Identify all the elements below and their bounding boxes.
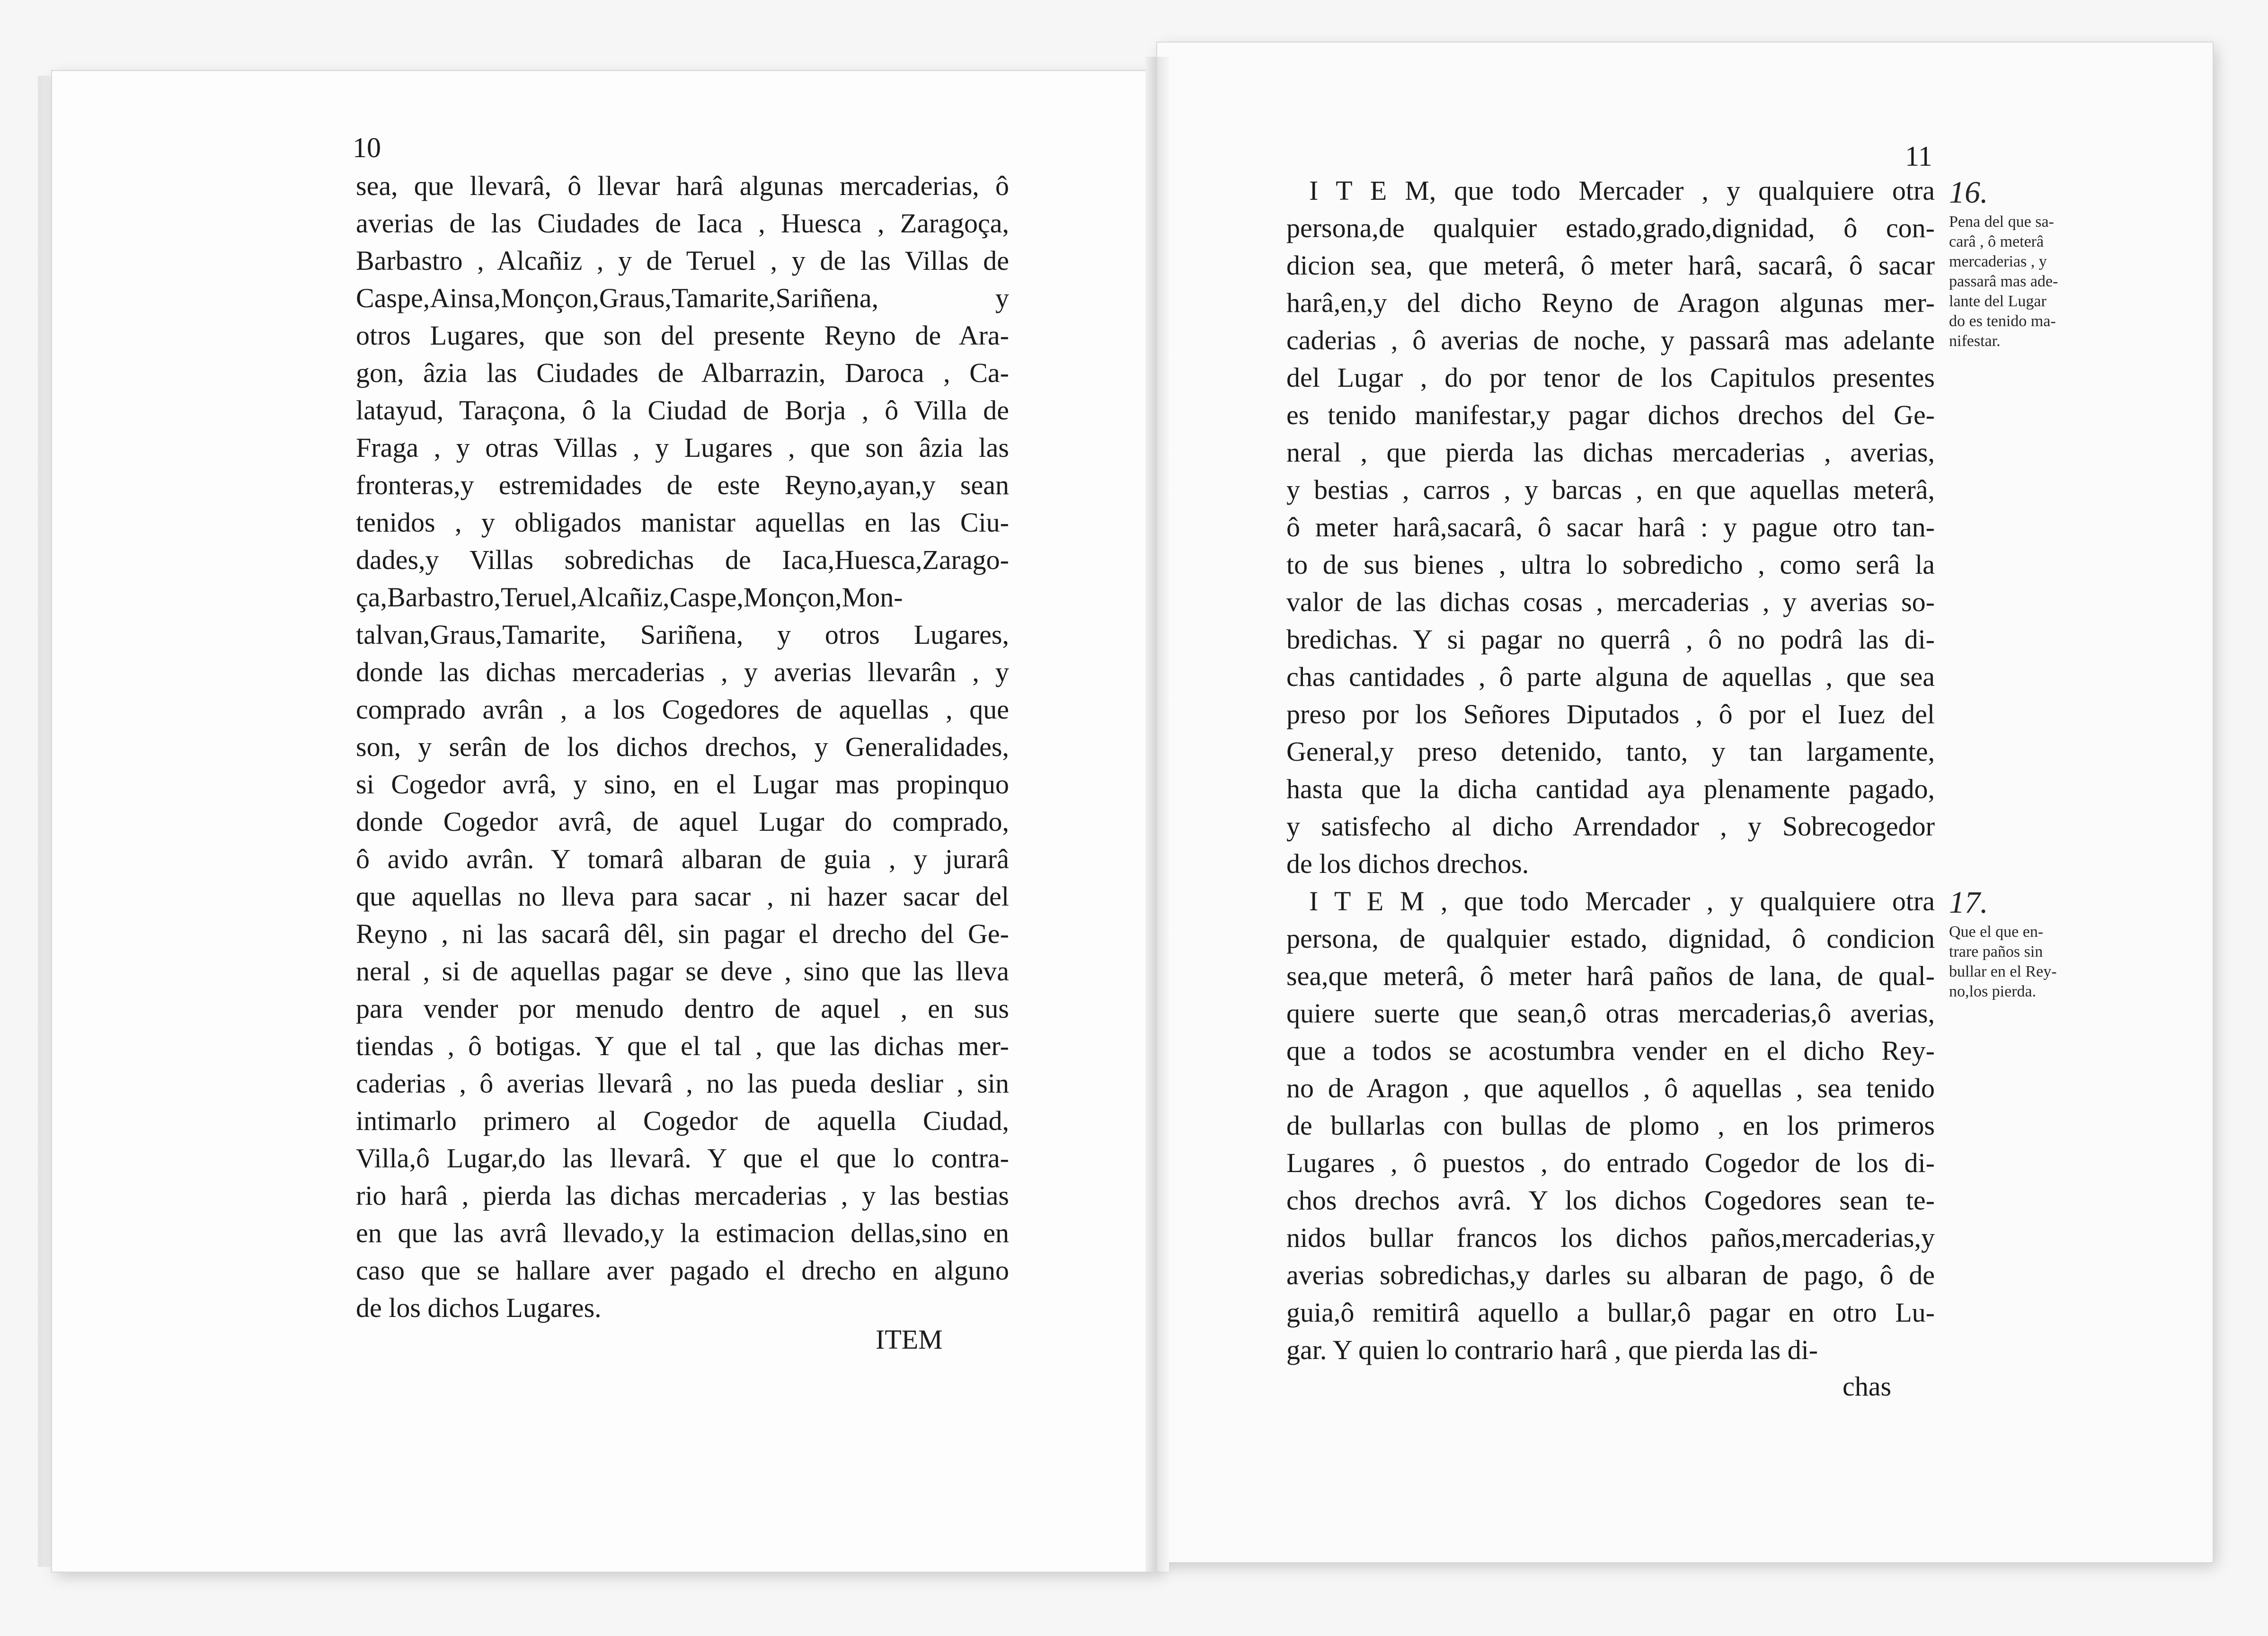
margin-note-number: 16. [1949, 175, 1988, 210]
text-line: guia,ô remitirâ aquello a bullar,ô pagar en otro Lu- [1286, 1297, 1935, 1328]
text-line: de los dichos Lugares. [356, 1292, 602, 1323]
text-line: talvan,Graus,Tamarite, Sariñena, y otros Lugares, [356, 619, 1009, 650]
text-line: en que las avrâ llevado,y la estimacion dellas,sino en [356, 1218, 1009, 1248]
text-line: Caspe,Ainsa,Monçon,Graus,Tamarite,Sariñena, y [356, 283, 1009, 313]
text-line: preso por los Señores Diputados , ô por el Iuez del [1286, 699, 1935, 729]
book-gutter [1145, 57, 1169, 1572]
text-line: persona,de qualquier estado,grado,dignidad, ô con- [1286, 213, 1935, 243]
left-catchword: ITEM [876, 1324, 943, 1355]
text-line: neral , si de aquellas pagar se deve , sino que las lleva [356, 956, 1009, 987]
text-line: dicion sea, que meterâ, ô meter harâ, sacarâ, ô sacar [1286, 250, 1935, 281]
text-line: que a todos se acostumbra vender en el dicho Rey- [1286, 1035, 1935, 1066]
text-line: donde las dichas mercaderias , y averias llevarân , y [356, 657, 1009, 687]
margin-note-number: 17. [1949, 885, 1988, 920]
text-line: caderias , ô averias llevarâ , no las pueda desliar , sin [356, 1068, 1009, 1099]
text-line: dades,y Villas sobredichas de Iaca,Huesca,Zarago- [356, 544, 1009, 575]
text-line: harâ,en,y del dicho Reyno de Aragon algunas mer- [1286, 287, 1935, 318]
left-folio-number: 10 [353, 132, 381, 163]
text-line: no de Aragon , que aquellos , ô aquellas , sea tenido [1286, 1073, 1935, 1103]
text-line: ô avido avrân. Y tomarâ albaran de guia , y jurarâ [356, 844, 1009, 874]
text-line: gon, âzia las Ciudades de Albarrazin, Daroca , Ca- [356, 357, 1009, 388]
margin-note-17 [1949, 886, 2091, 1002]
text-line: persona, de qualquier estado, dignidad, ô condicion [1286, 923, 1935, 954]
margin-note-line: nifestar. [1949, 332, 2001, 350]
text-line: Barbastro , Alcañiz , y de Teruel , y de las Villas de [356, 245, 1009, 276]
text-line: es tenido manifestar,y pagar dichos drechos del Ge- [1286, 400, 1935, 430]
right-catchword: chas [1843, 1371, 1892, 1402]
text-line: caderias , ô averias de noche, y passarâ mas adelante [1286, 325, 1935, 356]
text-line: neral , que pierda las dichas mercaderias , averias, [1286, 437, 1935, 468]
text-line: y bestias , carros , y barcas , en que aquellas meterâ, [1286, 474, 1935, 505]
text-line: comprado avrân , a los Cogedores de aquellas , que [356, 694, 1009, 725]
text-line: de los dichos drechos. [1286, 848, 1529, 879]
text-line: I T E M, que todo Mercader , y qualquiere otra [1309, 175, 1935, 206]
text-line: General,y preso detenido, tanto, y tan largamente, [1286, 736, 1935, 767]
text-line: donde Cogedor avrâ, de aquel Lugar do comprado, [356, 806, 1009, 837]
text-line: intimarlo primero al Cogedor de aquella Ciudad, [356, 1105, 1009, 1136]
margin-note-line: Pena del que sa- [1949, 213, 2054, 231]
left-page-text [356, 167, 1009, 1326]
text-line: quiere suerte que sean,ô otras mercaderias,ô averias, [1286, 998, 1935, 1029]
text-line: rio harâ , pierda las dichas mercaderias , y las bestias [356, 1180, 1009, 1211]
text-line: hasta que la dicha cantidad aya plenamente pagado, [1286, 774, 1935, 804]
text-line: averias sobredichas,y darles su albaran de pago, ô de [1286, 1260, 1935, 1290]
text-line: Fraga , y otras Villas , y Lugares , que son âzia las [356, 432, 1009, 463]
text-line: otros Lugares, que son del presente Reyno de Ara- [356, 320, 1009, 351]
margin-note-line: trare paños sin [1949, 943, 2043, 960]
text-line: si Cogedor avrâ, y sino, en el Lugar mas propinquo [356, 769, 1009, 800]
text-line: chas cantidades , ô parte alguna de aquellas , que sea [1286, 661, 1935, 692]
text-line: caso que se hallare aver pagado el drecho en alguno [356, 1255, 1009, 1286]
text-line: son, y serân de los dichos drechos, y Generalidades, [356, 731, 1009, 762]
text-line: valor de las dichas cosas , mercaderias , y averias so- [1286, 587, 1935, 617]
margin-note-line: no,los pierda. [1949, 983, 2037, 1000]
text-line: latayud, Taraçona, ô la Ciudad de Borja , ô Villa de [356, 395, 1009, 426]
text-line: tiendas , ô botigas. Y que el tal , que las dichas mer- [356, 1031, 1009, 1061]
right-folio-number: 11 [1905, 141, 1932, 172]
margin-note-line: passarâ mas ade- [1949, 273, 2058, 290]
text-line: ça,Barbastro,Teruel,Alcañiz,Caspe,Monçon,Mon- [356, 582, 903, 613]
text-line: Villa,ô Lugar,do las llevarâ. Y que el que lo contra- [356, 1143, 1009, 1174]
margin-note-line: do es tenido ma- [1949, 312, 2056, 330]
right-page-text [1286, 172, 1935, 1369]
text-line: del Lugar , do por tenor de los Capitulos presentes [1286, 362, 1935, 393]
text-line: tenidos , y obligados manistar aquellas en las Ciu- [356, 507, 1009, 538]
text-line: ô meter harâ,sacarâ, ô sacar harâ : y pague otro tan- [1286, 512, 1935, 542]
text-line: Lugares , ô puestos , do entrado Cogedor de los di- [1286, 1147, 1935, 1178]
text-line: gar. Y quien lo contrario harâ , que pierda las di- [1286, 1334, 1818, 1365]
text-line: y satisfecho al dicho Arrendador , y Sobrecogedor [1286, 811, 1935, 842]
text-line: to de sus bienes , ultra lo sobredicho , como serâ la [1286, 549, 1935, 580]
text-line: I T E M , que todo Mercader , y qualquiere otra [1309, 886, 1935, 916]
text-line: de bullarlas con bullas de plomo , en los primeros [1286, 1110, 1935, 1141]
text-line: nidos bullar francos los dichos paños,mercaderias,y [1286, 1222, 1935, 1253]
text-line: para vender por menudo dentro de aquel , en sus [356, 993, 1009, 1024]
text-line: sea,que meterâ, ô meter harâ paños de lana, de qual- [1286, 960, 1935, 991]
margin-note-line: Que el que en- [1949, 923, 2044, 941]
text-line: fronteras,y estremidades de este Reyno,ayan,y sean [356, 470, 1009, 500]
text-line: chos drechos avrâ. Y los dichos Cogedores sean te- [1286, 1185, 1935, 1216]
margin-note-16 [1949, 176, 2091, 351]
margin-note-line: mercaderias , y [1949, 253, 2047, 270]
margin-note-line: lante del Lugar [1949, 293, 2047, 310]
margin-note-line: bullar en el Rey- [1949, 963, 2057, 980]
text-line: bredichas. Y si pagar no querrâ , ô no podrâ las di- [1286, 624, 1935, 655]
text-line: averias de las Ciudades de Iaca , Huesca , Zaragoça, [356, 208, 1009, 239]
text-line: que aquellas no lleva para sacar , ni hazer sacar del [356, 881, 1009, 912]
text-line: Reyno , ni las sacarâ dêl, sin pagar el drecho del Ge- [356, 918, 1009, 949]
margin-note-line: carâ , ô meterâ [1949, 233, 2044, 250]
text-line: sea, que llevarâ, ô llevar harâ algunas mercaderias, ô [356, 170, 1009, 201]
